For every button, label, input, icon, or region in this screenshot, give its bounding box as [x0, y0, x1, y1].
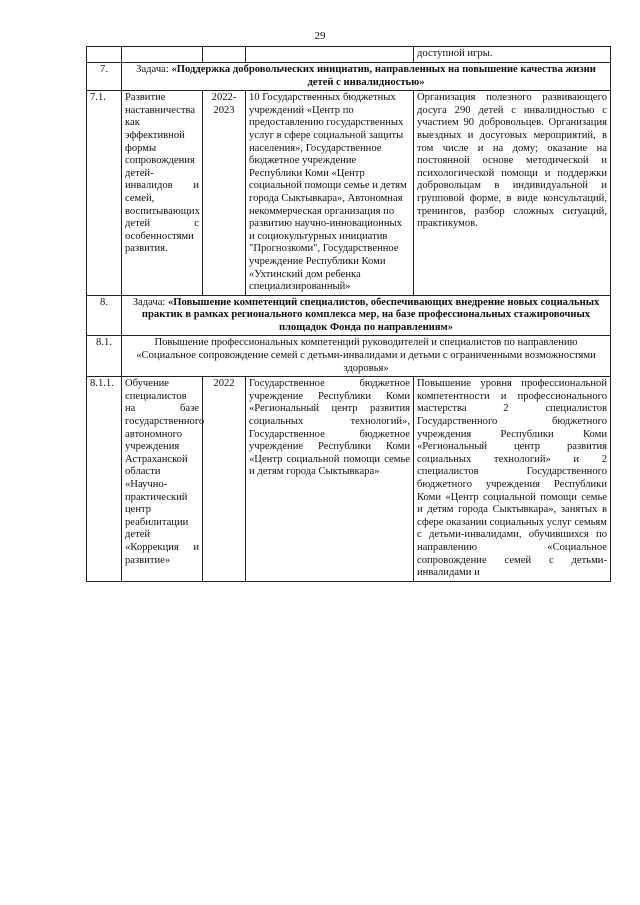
section-title: Повышение профессиональных компетенций руководителей и специалистов по направлению «Социальное сопровождение семей с детьми-инвалидами и детьми с ограниченными возможностями здоровья»: [122, 336, 611, 377]
row-number: 8.1.1.: [87, 377, 122, 582]
measure-name: Обучение специалистов на базе государственного автономного учреждения Астраханской области «Научно-практический центр реабилитации детей «Коррекция и развитие»: [122, 377, 203, 582]
period: 2022-2023: [203, 91, 246, 296]
section-row: [87, 336, 611, 377]
executors: Государственное бюджетное учреждение Республики Коми «Региональный центр развития социальных технологий», Государственное бюджетное учреждение Республики Коми «Центр социальной помощи семье и детям города Сыктывкара»: [246, 377, 414, 582]
table-row: [87, 47, 611, 63]
row-number: 8.: [87, 295, 122, 336]
task-title: Задача: «Поддержка добровольческих инициатив, направленных на повышение качества жизни детей с инвалидностью»: [122, 63, 611, 91]
task-row: [87, 295, 611, 336]
task-row: [87, 63, 611, 91]
expected-result: Повышение уровня профессиональной компетентности и профессионального мастерства 2 специалистов Государственного бюджетного учреждения Республики Коми «Региональный центр развития социальных технологий» и 2 специалистов Государственного бюджетного учреждения Республики Коми «Центр социальной помощи семье и детям города Сыктывкара», занятых в сфере оказании социальных услуг семьям с детьми-инвалидами, обучившихся по направлению «Социальное сопровождение семей с детьми-инвалидами и: [414, 377, 611, 582]
executors: 10 Государственных бюджетных учреждений «Центр по предоставлению государственных услуг в сфере социальной защиты населения», Государственное бюджетное учреждение Республики Коми «Центр социальной помощи семье и детям города Сыктывкара», Автономная некоммерческая организация по развитию научно-инновационных и социокультурных инициатив "Прогнозкоми", Государственное учреждение Республики Коми «Ухтинский дом ребенка специализированный»: [246, 91, 414, 296]
result-cell: доступной игры.: [414, 47, 611, 63]
period: 2022: [203, 377, 246, 582]
task-title: Задача: «Повышение компетенций специалистов, обеспечивающих внедрение новых социальных практик в рамках регионального комплекса мер, на базе профессиональных стажировочных площадок Фонда по направлениям»: [122, 295, 611, 336]
expected-result: Организация полезного развивающего досуга 290 детей с инвалидностью с участием 90 добровольцев. Организация выездных и досуговых мероприятий, в том числе и на дому; оказание на постоянной основе методической и психологической помощи и поддержки добровольцам в индивидуальной и групповой форме, в виде консультаций, тренингов, разбор сложных ситуаций, практикумов.: [414, 91, 611, 296]
table-row: [87, 377, 611, 582]
table-row: [87, 91, 611, 296]
row-number: 8.1.: [87, 336, 122, 377]
measure-name: Развитие наставничества как эффективной формы сопровождения детей-инвалидов и семей, воспитывающих детей с особенностями развития.: [122, 91, 203, 296]
row-number: 7.: [87, 63, 122, 91]
page-number: 29: [314, 30, 326, 42]
row-number: 7.1.: [87, 91, 122, 296]
measures-table: [86, 46, 611, 582]
